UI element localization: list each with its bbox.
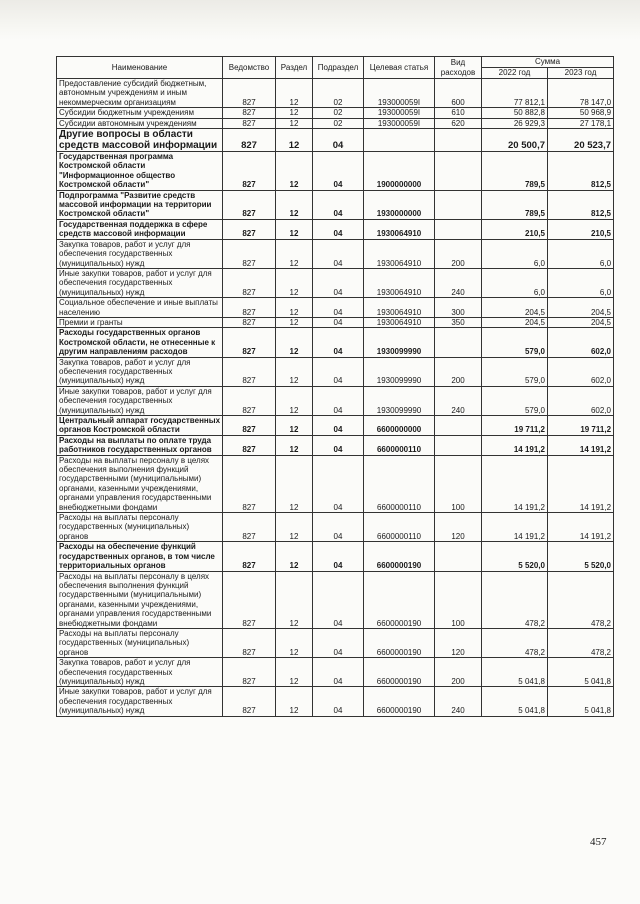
row-name: Закупка товаров, работ и услуг для обеспечения государственных (муниципальных) нужд — [57, 239, 223, 268]
row-value-2022: 19 711,2 — [482, 416, 548, 436]
header-sum: Сумма — [482, 57, 614, 68]
row-value-2022: 210,5 — [482, 219, 548, 239]
row-value-2022: 77 812,1 — [482, 79, 548, 108]
row-name: Премии и гранты — [57, 317, 223, 327]
row-section: 12 — [276, 118, 313, 128]
row-value-2022: 14 191,2 — [482, 435, 548, 455]
row-dept: 827 — [223, 298, 276, 318]
row-value-2023: 27 178,1 — [548, 118, 614, 128]
row-name: Расходы на обеспечение функций государственных органов, в том числе территориальных органов — [57, 542, 223, 571]
row-section: 12 — [276, 435, 313, 455]
row-target: 1930099990 — [364, 386, 435, 415]
table-row — [57, 658, 614, 687]
row-section: 12 — [276, 79, 313, 108]
row-kind: 620 — [435, 118, 482, 128]
row-value-2023: 478,2 — [548, 628, 614, 657]
row-value-2022: 5 041,8 — [482, 687, 548, 716]
row-dept: 827 — [223, 513, 276, 542]
row-value-2022: 26 929,3 — [482, 118, 548, 128]
row-value-2023: 6,0 — [548, 239, 614, 268]
row-dept: 827 — [223, 108, 276, 118]
row-dept: 827 — [223, 79, 276, 108]
table-row — [57, 435, 614, 455]
row-dept: 827 — [223, 455, 276, 512]
header-name: Наименование — [57, 57, 223, 79]
table-row — [57, 108, 614, 118]
row-target: 1930099990 — [364, 328, 435, 357]
row-value-2022: 204,5 — [482, 317, 548, 327]
table-row — [57, 118, 614, 128]
row-value-2023: 5 041,8 — [548, 658, 614, 687]
row-dept: 827 — [223, 542, 276, 571]
row-kind: 200 — [435, 239, 482, 268]
header-subsection: Подраздел — [313, 57, 364, 79]
row-subsection: 04 — [313, 416, 364, 436]
row-name: Закупка товаров, работ и услуг для обеспечения государственных (муниципальных) нужд — [57, 357, 223, 386]
row-value-2022: 6,0 — [482, 268, 548, 297]
table-row — [57, 542, 614, 571]
row-kind: 200 — [435, 658, 482, 687]
row-subsection: 04 — [313, 298, 364, 318]
header-section: Раздел — [276, 57, 313, 79]
row-subsection: 04 — [313, 687, 364, 716]
table-row — [57, 328, 614, 357]
table-body — [57, 79, 614, 717]
row-dept: 827 — [223, 219, 276, 239]
row-subsection: 04 — [313, 542, 364, 571]
row-value-2023: 602,0 — [548, 357, 614, 386]
row-value-2022: 14 191,2 — [482, 455, 548, 512]
row-kind: 350 — [435, 317, 482, 327]
row-dept: 827 — [223, 386, 276, 415]
row-value-2022: 478,2 — [482, 628, 548, 657]
row-section: 12 — [276, 357, 313, 386]
table-row — [57, 298, 614, 318]
header-kind: Вид расходов — [435, 57, 482, 79]
row-kind: 100 — [435, 455, 482, 512]
row-subsection: 04 — [313, 628, 364, 657]
row-dept: 827 — [223, 416, 276, 436]
row-section: 12 — [276, 416, 313, 436]
row-dept: 827 — [223, 571, 276, 628]
row-subsection: 04 — [313, 268, 364, 297]
row-target: 1900000000 — [364, 152, 435, 191]
row-name: Центральный аппарат государственных органов Костромской области — [57, 416, 223, 436]
row-kind — [435, 129, 482, 152]
row-value-2022: 50 882,8 — [482, 108, 548, 118]
row-value-2022: 5 041,8 — [482, 658, 548, 687]
row-kind: 240 — [435, 386, 482, 415]
row-target: 6600000190 — [364, 658, 435, 687]
row-section: 12 — [276, 571, 313, 628]
row-target: 193000059I — [364, 79, 435, 108]
row-section: 12 — [276, 658, 313, 687]
row-subsection: 04 — [313, 219, 364, 239]
row-target: 6600000110 — [364, 513, 435, 542]
row-dept: 827 — [223, 658, 276, 687]
row-name: Расходы государственных органов Костромской области, не отнесенные к другим направлениям расходов — [57, 328, 223, 357]
row-value-2023: 5 041,8 — [548, 687, 614, 716]
table-row — [57, 219, 614, 239]
table-row — [57, 571, 614, 628]
row-kind: 200 — [435, 357, 482, 386]
row-target: 193000059I — [364, 118, 435, 128]
row-value-2023: 50 968,9 — [548, 108, 614, 118]
row-subsection: 02 — [313, 108, 364, 118]
row-section: 12 — [276, 152, 313, 191]
row-value-2022: 789,5 — [482, 152, 548, 191]
table-row — [57, 190, 614, 219]
row-dept: 827 — [223, 628, 276, 657]
row-name: Расходы на выплаты по оплате труда работников государственных органов — [57, 435, 223, 455]
row-name: Иные закупки товаров, работ и услуг для обеспечения государственных (муниципальных) нужд — [57, 268, 223, 297]
table-row — [57, 79, 614, 108]
row-kind: 600 — [435, 79, 482, 108]
row-section: 12 — [276, 268, 313, 297]
row-value-2022: 5 520,0 — [482, 542, 548, 571]
row-name: Субсидии автономным учреждениям — [57, 118, 223, 128]
table-row — [57, 386, 614, 415]
row-target: 6600000190 — [364, 571, 435, 628]
row-section: 12 — [276, 129, 313, 152]
row-value-2023: 14 191,2 — [548, 513, 614, 542]
row-kind — [435, 542, 482, 571]
row-kind — [435, 416, 482, 436]
row-value-2022: 14 191,2 — [482, 513, 548, 542]
row-target: 1930064910 — [364, 239, 435, 268]
row-target: 6600000110 — [364, 435, 435, 455]
row-value-2023: 602,0 — [548, 328, 614, 357]
row-subsection: 04 — [313, 129, 364, 152]
row-value-2023: 78 147,0 — [548, 79, 614, 108]
row-dept: 827 — [223, 129, 276, 152]
row-section: 12 — [276, 298, 313, 318]
row-kind — [435, 219, 482, 239]
row-subsection: 04 — [313, 435, 364, 455]
row-target: 6600000000 — [364, 416, 435, 436]
header-dept: Ведомство — [223, 57, 276, 79]
scan-shadow — [0, 0, 640, 40]
row-value-2023: 204,5 — [548, 298, 614, 318]
row-subsection: 04 — [313, 328, 364, 357]
row-dept: 827 — [223, 435, 276, 455]
row-value-2022: 579,0 — [482, 328, 548, 357]
row-subsection: 04 — [313, 239, 364, 268]
row-subsection: 04 — [313, 513, 364, 542]
row-target: 1930064910 — [364, 268, 435, 297]
row-section: 12 — [276, 108, 313, 118]
row-name: Субсидии бюджетным учреждениям — [57, 108, 223, 118]
table-row — [57, 455, 614, 512]
row-kind: 120 — [435, 628, 482, 657]
row-section: 12 — [276, 317, 313, 327]
row-dept: 827 — [223, 357, 276, 386]
table-row — [57, 628, 614, 657]
table-row — [57, 416, 614, 436]
row-target: 193000059I — [364, 108, 435, 118]
row-value-2022: 579,0 — [482, 357, 548, 386]
row-name: Социальное обеспечение и иные выплаты населению — [57, 298, 223, 318]
row-subsection: 04 — [313, 658, 364, 687]
header-target: Целевая статья — [364, 57, 435, 79]
row-section: 12 — [276, 328, 313, 357]
row-name: Расходы на выплаты персоналу государственных (муниципальных) органов — [57, 628, 223, 657]
table-row — [57, 129, 614, 152]
row-subsection: 04 — [313, 190, 364, 219]
row-kind — [435, 152, 482, 191]
row-name: Государственная программа Костромской области "Информационное общество Костромской области" — [57, 152, 223, 191]
table-row — [57, 357, 614, 386]
row-value-2023: 602,0 — [548, 386, 614, 415]
row-name: Подпрограмма "Развитие средств массовой информации на территории Костромской области" — [57, 190, 223, 219]
row-value-2023: 5 520,0 — [548, 542, 614, 571]
row-target: 6600000190 — [364, 542, 435, 571]
row-kind — [435, 190, 482, 219]
row-dept: 827 — [223, 190, 276, 219]
row-target: 1930064910 — [364, 298, 435, 318]
row-target: 1930064910 — [364, 219, 435, 239]
row-value-2023: 14 191,2 — [548, 455, 614, 512]
row-kind: 240 — [435, 268, 482, 297]
row-section: 12 — [276, 542, 313, 571]
row-dept: 827 — [223, 317, 276, 327]
table-row — [57, 513, 614, 542]
budget-table — [56, 56, 614, 717]
row-name: Предоставление субсидий бюджетным, автономным учреждениям и иным некоммерческим организациям — [57, 79, 223, 108]
row-value-2022: 789,5 — [482, 190, 548, 219]
row-section: 12 — [276, 455, 313, 512]
row-subsection: 04 — [313, 386, 364, 415]
row-name: Расходы на выплаты персоналу государственных (муниципальных) органов — [57, 513, 223, 542]
row-value-2023: 20 523,7 — [548, 129, 614, 152]
table-row — [57, 239, 614, 268]
row-name: Расходы на выплаты персоналу в целях обеспечения выполнения функций государственными (муниципальными) органами, казенными учреждениями, органами управления государственными внебюджетными фондами — [57, 571, 223, 628]
row-dept: 827 — [223, 152, 276, 191]
row-name: Расходы на выплаты персоналу в целях обеспечения выполнения функций государственными (муниципальными) органами, казенными учреждениями, органами управления государственными внебюджетными фондами — [57, 455, 223, 512]
row-name: Государственная поддержка в сфере средств массовой информации — [57, 219, 223, 239]
row-subsection: 04 — [313, 455, 364, 512]
row-value-2023: 478,2 — [548, 571, 614, 628]
row-section: 12 — [276, 190, 313, 219]
row-dept: 827 — [223, 239, 276, 268]
row-value-2023: 204,5 — [548, 317, 614, 327]
header-year-2022: 2022 год — [482, 68, 548, 79]
row-subsection: 02 — [313, 118, 364, 128]
table-row — [57, 687, 614, 716]
table-row — [57, 152, 614, 191]
row-value-2023: 210,5 — [548, 219, 614, 239]
row-subsection: 04 — [313, 317, 364, 327]
row-kind: 240 — [435, 687, 482, 716]
row-kind: 120 — [435, 513, 482, 542]
row-dept: 827 — [223, 687, 276, 716]
row-value-2023: 14 191,2 — [548, 435, 614, 455]
row-subsection: 04 — [313, 571, 364, 628]
row-target — [364, 129, 435, 152]
row-name: Закупка товаров, работ и услуг для обеспечения государственных (муниципальных) нужд — [57, 658, 223, 687]
row-section: 12 — [276, 687, 313, 716]
row-section: 12 — [276, 386, 313, 415]
row-dept: 827 — [223, 268, 276, 297]
row-target: 6600000190 — [364, 628, 435, 657]
page-number: 457 — [590, 836, 607, 848]
row-dept: 827 — [223, 118, 276, 128]
row-value-2023: 19 711,2 — [548, 416, 614, 436]
row-value-2022: 20 500,7 — [482, 129, 548, 152]
row-name: Иные закупки товаров, работ и услуг для обеспечения государственных (муниципальных) нужд — [57, 386, 223, 415]
row-value-2022: 204,5 — [482, 298, 548, 318]
row-section: 12 — [276, 239, 313, 268]
row-kind: 610 — [435, 108, 482, 118]
row-name: Другие вопросы в области средств массовой информации — [57, 129, 223, 152]
row-target: 6600000110 — [364, 455, 435, 512]
row-section: 12 — [276, 219, 313, 239]
row-kind: 100 — [435, 571, 482, 628]
row-target: 1930000000 — [364, 190, 435, 219]
row-value-2022: 6,0 — [482, 239, 548, 268]
row-section: 12 — [276, 628, 313, 657]
row-value-2023: 6,0 — [548, 268, 614, 297]
row-value-2023: 812,5 — [548, 152, 614, 191]
row-target: 1930099990 — [364, 357, 435, 386]
row-kind — [435, 435, 482, 455]
row-dept: 827 — [223, 328, 276, 357]
row-value-2022: 579,0 — [482, 386, 548, 415]
header-year-2023: 2023 год — [548, 68, 614, 79]
row-name: Иные закупки товаров, работ и услуг для обеспечения государственных (муниципальных) нужд — [57, 687, 223, 716]
row-value-2023: 812,5 — [548, 190, 614, 219]
row-subsection: 04 — [313, 152, 364, 191]
row-kind: 300 — [435, 298, 482, 318]
row-value-2022: 478,2 — [482, 571, 548, 628]
table-row — [57, 268, 614, 297]
row-section: 12 — [276, 513, 313, 542]
row-kind — [435, 328, 482, 357]
row-target: 6600000190 — [364, 687, 435, 716]
row-subsection: 04 — [313, 357, 364, 386]
row-subsection: 02 — [313, 79, 364, 108]
row-target: 1930064910 — [364, 317, 435, 327]
table-row — [57, 317, 614, 327]
